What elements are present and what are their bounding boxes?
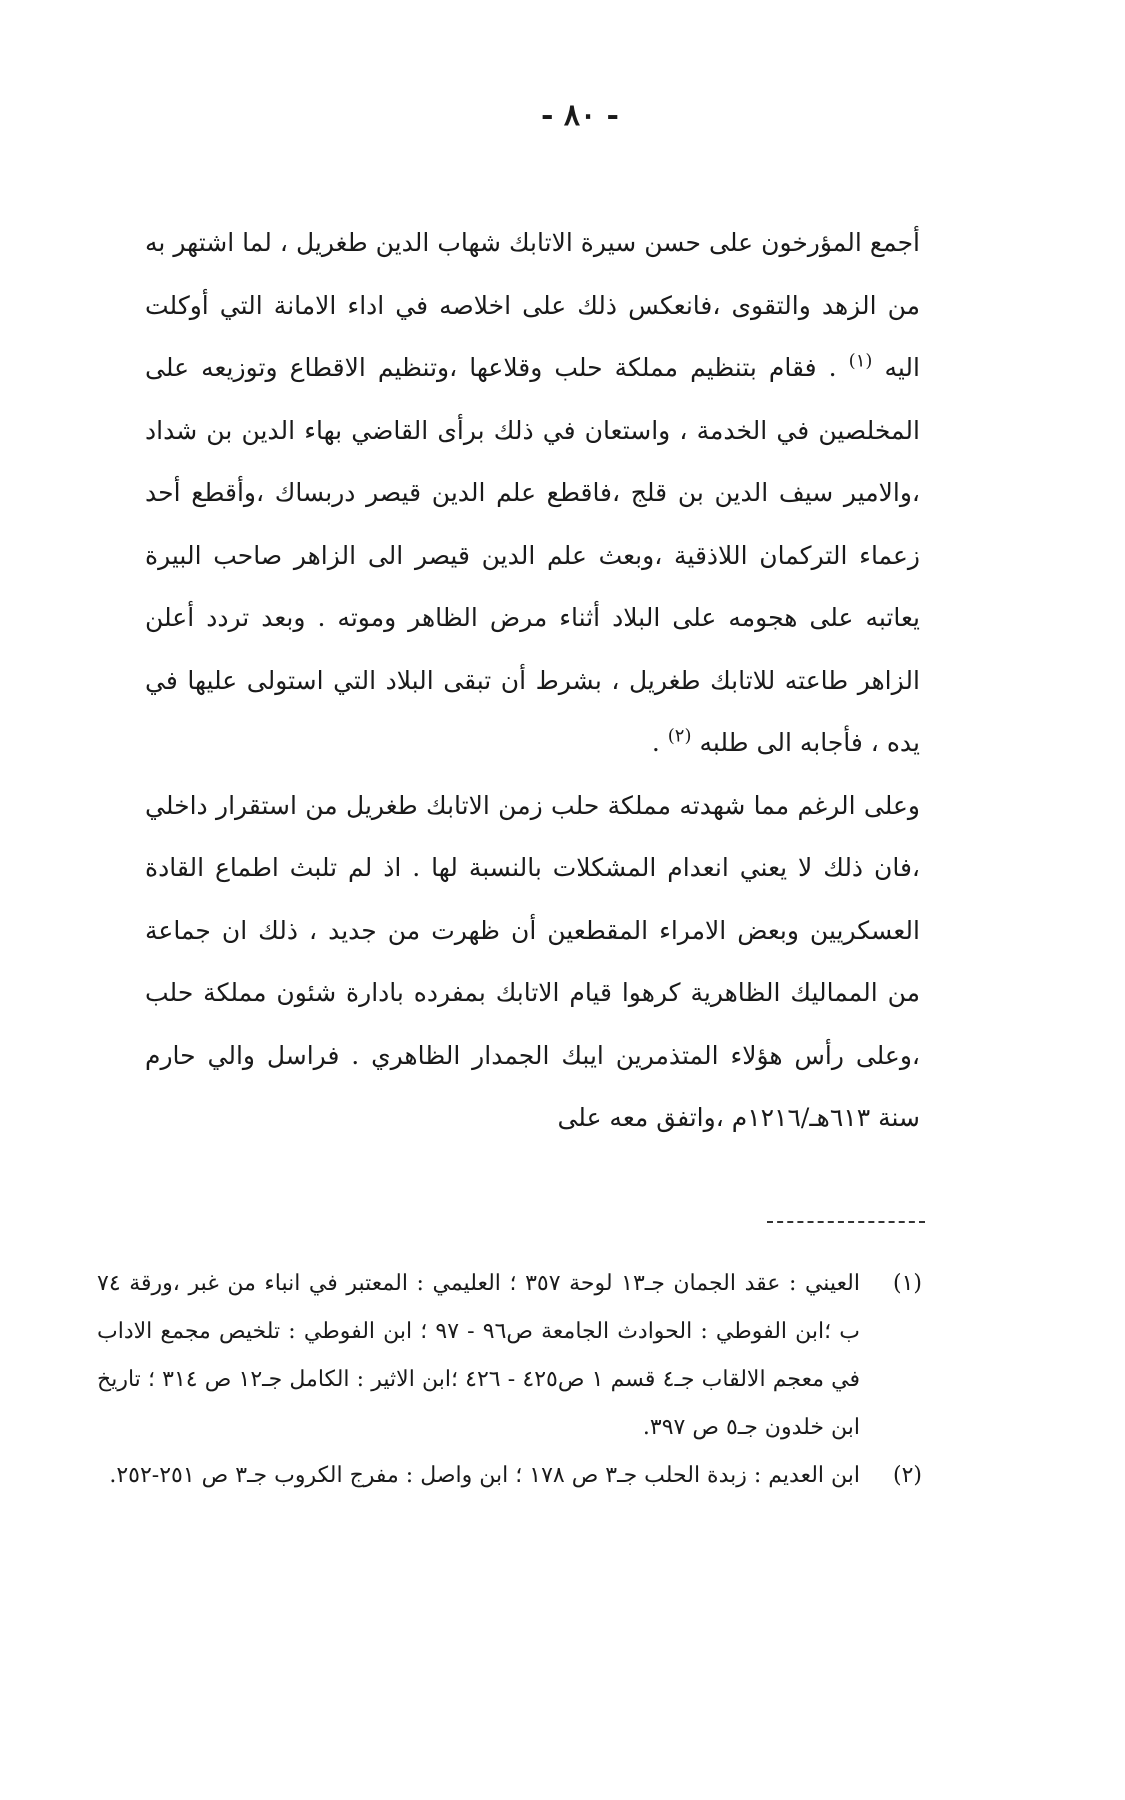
paragraph-2: وعلى الرغم مما شهدته مملكة حلب زمن الاتابك طغريل من استقرار داخلي ،فان ذلك لا يعني انعدام المشكلات بالنسبة لها . اذ لم تلبث اطماع القادة العسكريين وبعض الامراء المقطعين أن ظهرت من جديد ، ذلك ان جماعة من المماليك الظاهرية كرهوا قيام الاتابك بمفرده بادارة شئون مملكة حلب ،وعلى رأس هؤلاء المتذمرين ايبك الجمدار الظاهري . فراسل والي حارم سنة ٦١٣هـ/١٢١٦م ،واتفق معه على — [145, 790, 920, 1132]
footnotes — [97, 1260, 922, 1500]
paragraph-1-end: . — [651, 728, 660, 757]
footnote-2-text: ابن العديم : زبدة الحلب جـ٣ ص ١٧٨ ؛ ابن واصل : مفرج الكروب جـ٣ ص ٢٥١-٢٥٢. — [109, 1463, 860, 1488]
paragraph-1 — [145, 212, 920, 775]
footnote-ref-2: (٢) — [667, 725, 692, 747]
footnote-ref-1: (١) — [848, 350, 873, 372]
paragraph-1-part-a: أجمع المؤرخون على حسن سيرة الاتابك شهاب الدين طغريل ، لما اشتهر به من الزهد والتقوى ،فانعكس ذلك على اخلاصه في اداء الامانة التي أوكلت اليه — [145, 228, 920, 382]
footnote-1 — [97, 1260, 922, 1452]
footnote-2 — [97, 1452, 922, 1500]
footnote-2-number: (٢) — [892, 1463, 922, 1488]
main-text — [145, 212, 920, 1150]
page-number: - ٨٠ - — [540, 98, 620, 133]
footnote-separator — [767, 1221, 925, 1223]
paragraph-1-part-b: . فقام بتنظيم مملكة حلب وقلاعها ،وتنظيم الاقطاع وتوزيعه على المخلصين في الخدمة ، واستعان في ذلك برأى القاضي بهاء الدين بن شداد ،والامير سيف الدين بن قلج ،فاقطع علم الدين قيصر دربساك ،وأقطع أحد زعماء التركمان اللاذقية ،وبعث علم الدين قيصر الى الزاهر صاحب البيرة يعاتبه على هجومه على البلاد أثناء مرض الظاهر وموته . وبعد تردد أعلن الزاهر طاعته للاتابك طغريل ، بشرط أن تبقى البلاد التي استولى عليها في يده ، فأجابه الى طلبه — [145, 353, 920, 757]
footnote-1-number: (١) — [892, 1271, 922, 1296]
footnote-1-text: العيني : عقد الجمان جـ١٣ لوحة ٣٥٧ ؛ العليمي : المعتبر في انباء من غبر ،ورقة ٧٤ ب ؛ابن الفوطي : الحوادث الجامعة ص٩٦ - ٩٧ ؛ ابن الفوطي : تلخيص مجمع الاداب في معجم الالقاب جـ٤ قسم ١ ص٤٢٥ - ٤٢٦ ؛ابن الاثير : الكامل جـ١٢ ص ٣١٤ ؛ تاريخ ابن خلدون جـ٥ ص ٣٩٧. — [97, 1271, 861, 1440]
